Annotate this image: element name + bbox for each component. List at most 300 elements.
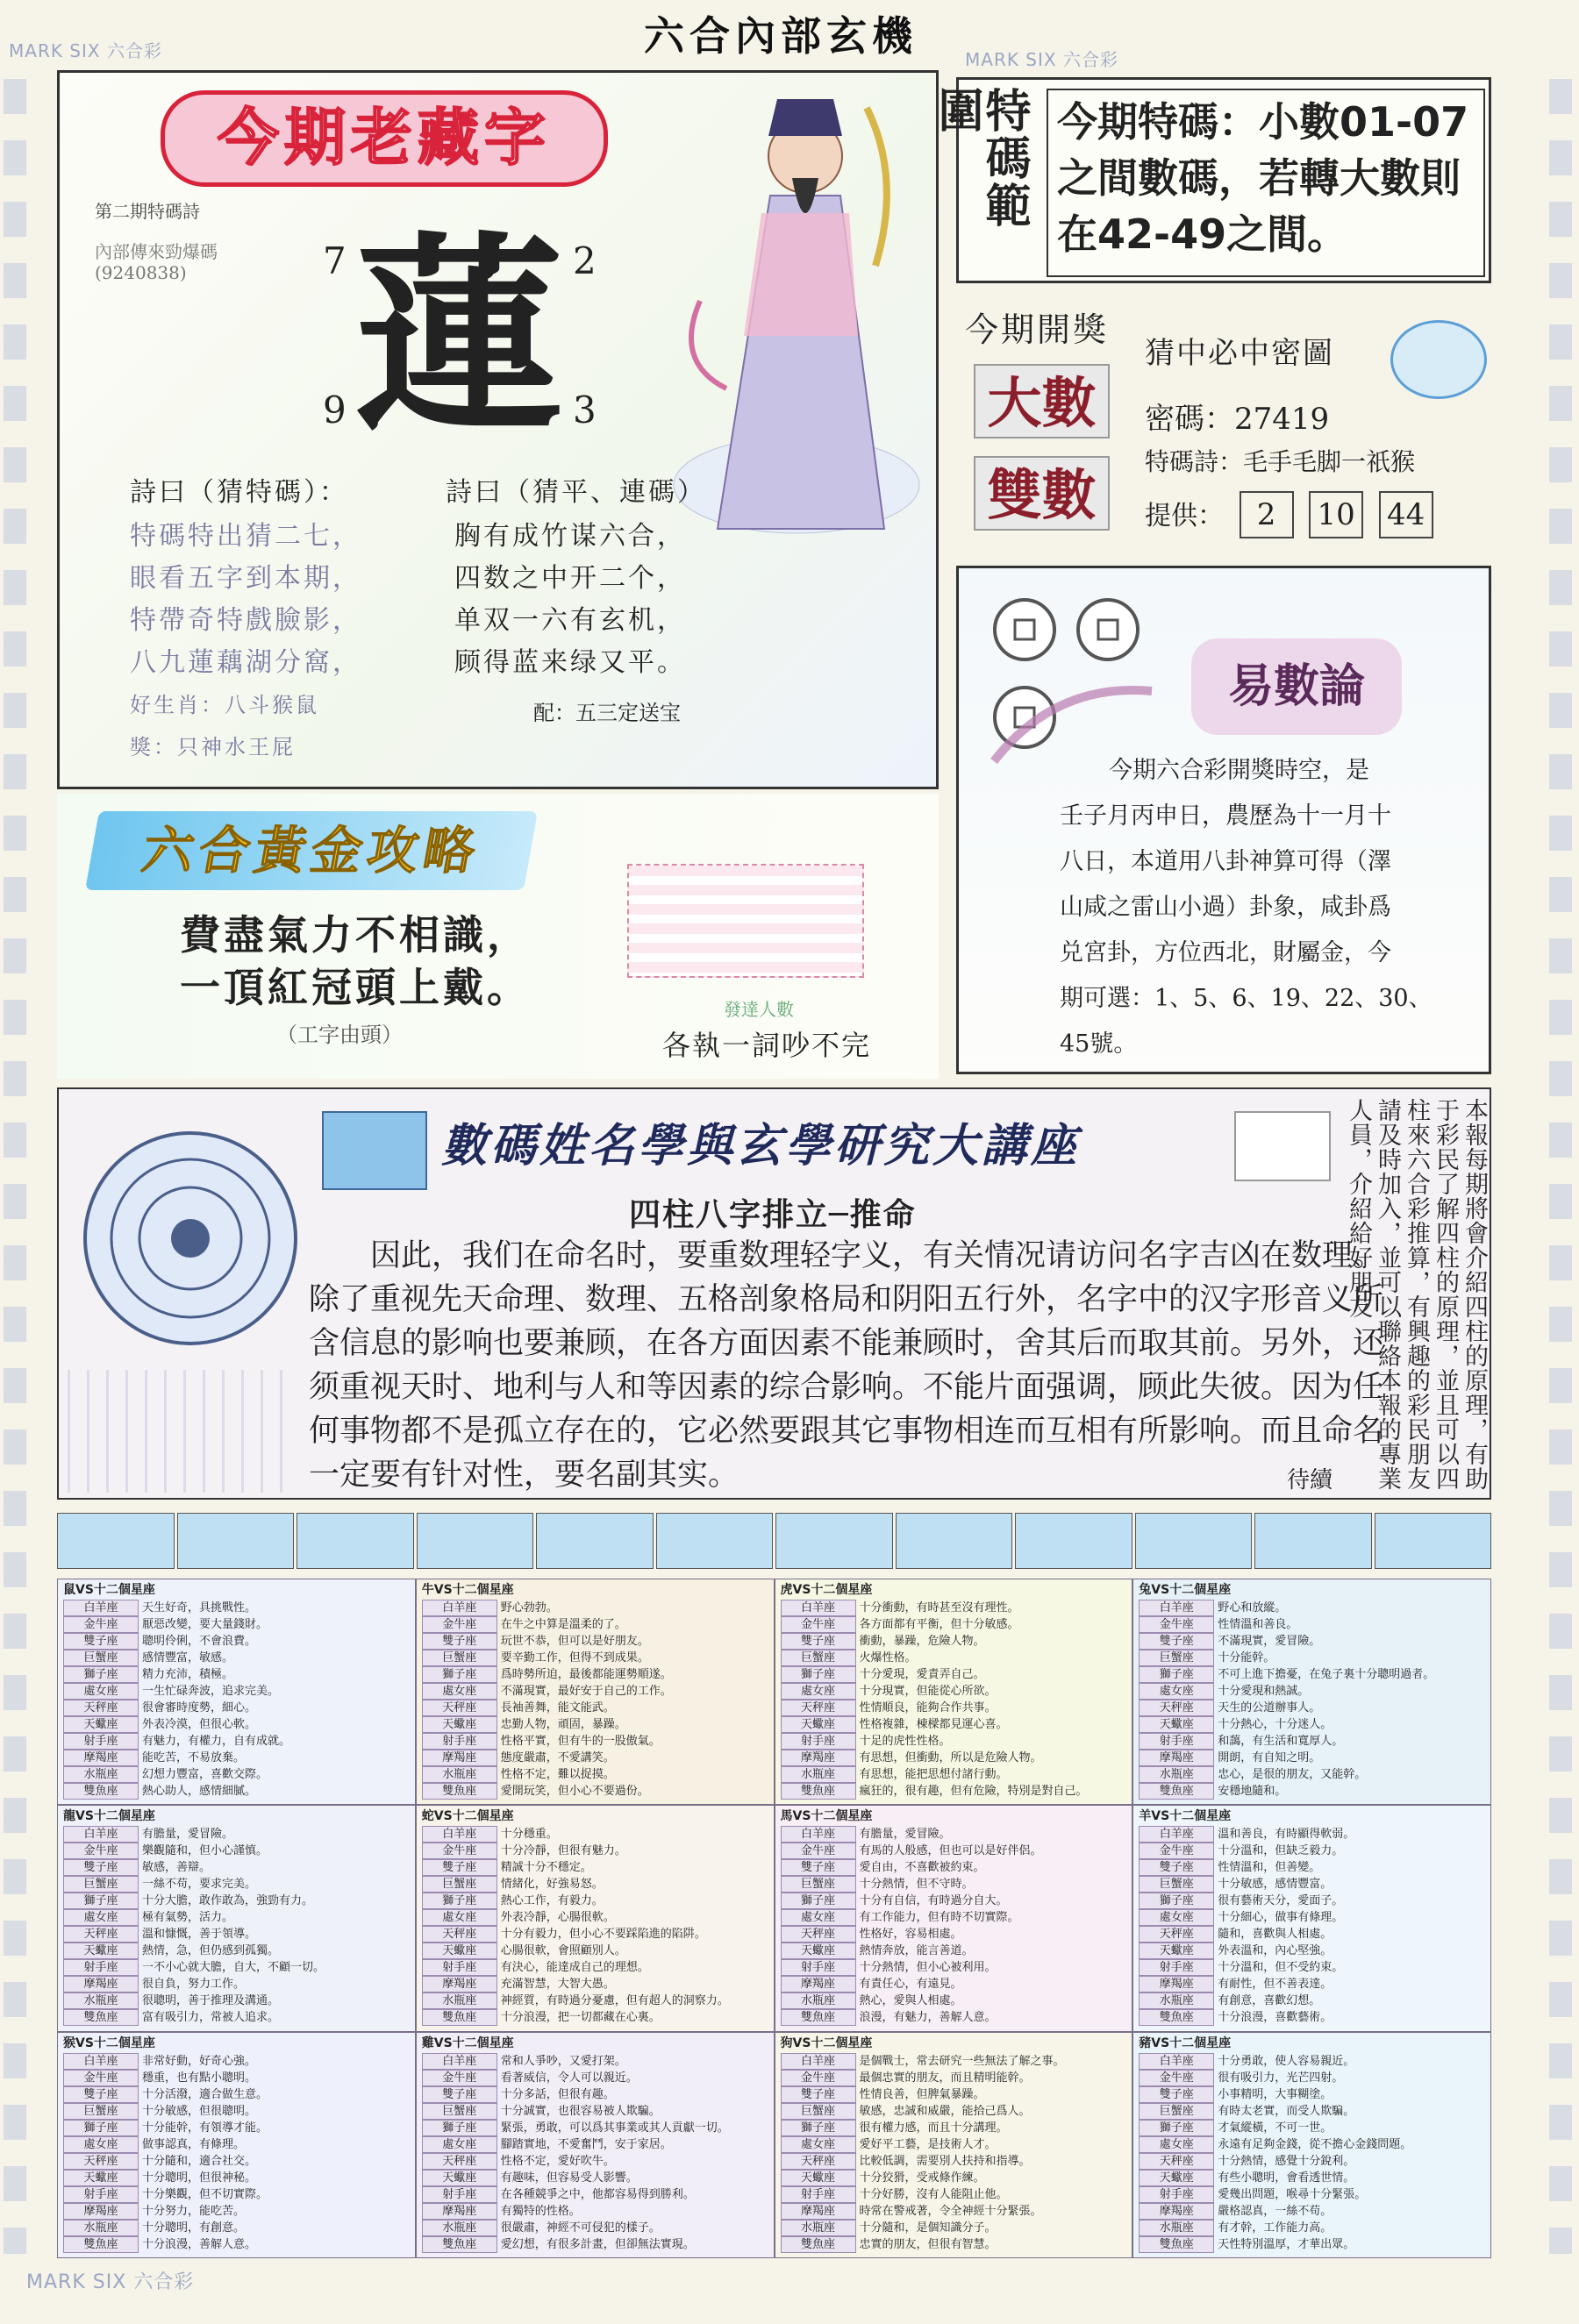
zodiac-sign-label: 巨蟹座 [63, 2103, 139, 2120]
zodiac-row [422, 1959, 768, 1976]
article-continued: 待續 [1287, 1467, 1333, 1493]
lucky-circle [1390, 320, 1487, 399]
zodiac-table-title: 牛VS十二個星座 [421, 1583, 514, 1597]
zodiac-row [422, 1600, 768, 1616]
zodiac-row-text: 情緒化，好強易怒。 [500, 1878, 604, 1892]
zodiac-sign-label: 雙魚座 [422, 2236, 497, 2253]
zodiac-sign-label: 天秤座 [63, 1926, 139, 1943]
zodiac-row-text: 天生的公道辦事人。 [1218, 1701, 1321, 1714]
zodiac-row [781, 1843, 1127, 1859]
zodiac-row-text: 心腸很軟，會照顧別人。 [500, 1944, 626, 1958]
zodiac-row-text: 一生忙碌奔波，追求完美。 [142, 1685, 280, 1698]
zodiac-row-text: 十分活潑，適合做生意。 [142, 2087, 268, 2101]
zodiac-sign-label: 獅子座 [1139, 1666, 1214, 1683]
zodiac-row-text: 十分冷靜，但很有魅力。 [500, 1844, 626, 1858]
draw-panel [956, 294, 1491, 557]
zodiac-row [1139, 1733, 1485, 1750]
zodiac-row-text: 十分敏感，感情豐富。 [1218, 1878, 1333, 1892]
yishu-line: 壬子月丙申日，農歷為十一月十 [1060, 802, 1391, 830]
zodiac-sign-label: 射手座 [63, 2186, 139, 2203]
yishu-line: 今期六合彩開獎時空，是 [1109, 757, 1369, 784]
zodiac-sign-label: 巨蟹座 [1139, 1650, 1214, 1666]
zodiac-sign-label: 摩羯座 [63, 1750, 139, 1766]
sagittarius-icon [1015, 1513, 1132, 1569]
zodiac-sign-label: 巨蟹座 [63, 1650, 139, 1666]
zodiac-row-text: 非常好動，好奇心強。 [142, 2054, 257, 2068]
zodiac-sign-label: 巨蟹座 [781, 1876, 856, 1893]
zodiac-row [1139, 1976, 1485, 1993]
zodiac-sign-label: 水瓶座 [422, 2220, 497, 2236]
zodiac-row-text: 天性特別溫厚，才華出眾。 [1218, 2237, 1355, 2251]
zodiac-row [63, 2136, 410, 2153]
zodiac-sign-label: 摩羯座 [422, 1750, 497, 1766]
zodiac-row [422, 1859, 768, 1876]
zodiac-sign-label: 射手座 [63, 1733, 139, 1750]
zodiac-row [1139, 2103, 1485, 2120]
zodiac-sign-label: 獅子座 [63, 1666, 139, 1683]
zodiac-row-text: 性格複雜，棟樑都見運心喜。 [859, 1718, 1008, 1731]
zodiac-row-text: 浪漫，有魅力，善解人意。 [859, 2011, 997, 2025]
zodiac-row-text: 感情豐富，敏感。 [142, 1651, 234, 1665]
zodiac-row [422, 2070, 768, 2086]
aquarius-icon [1254, 1513, 1372, 1569]
poem-right-title: 詩曰（猜平、連碼） [446, 477, 706, 508]
zodiac-table [775, 1579, 1133, 1805]
zodiac-sign-label: 天蠍座 [781, 1943, 856, 1959]
zodiac-row [63, 1783, 410, 1800]
zodiac-sign-label: 雙魚座 [1139, 2236, 1214, 2253]
zodiac-sign-label: 水瓶座 [63, 1766, 139, 1783]
provide-numbers [1145, 491, 1433, 538]
zodiac-row-text: 極有氣勢，活力。 [142, 1911, 234, 1925]
corner-number-br: 3 [573, 389, 597, 431]
zodiac-sign-label: 白羊座 [781, 1600, 856, 1616]
zodiac-row [63, 2203, 410, 2220]
zodiac-row-text: 熱心，愛與人相處。 [859, 1994, 962, 2008]
zodiac-table [57, 1805, 416, 2031]
zodiac-row [63, 1633, 410, 1650]
zodiac-row-text: 熱情奔放，能言善道。 [859, 1944, 974, 1958]
zodiac-row-text: 很嚴肅，神經不可侵犯的樣子。 [500, 2221, 661, 2235]
yishu-line: 山咸之雷山小過）卦象，咸卦爲 [1060, 894, 1391, 921]
zodiac-row [1139, 2186, 1485, 2203]
zodiac-sign-label: 巨蟹座 [422, 2103, 497, 2120]
zodiac-row [1139, 1716, 1485, 1733]
zodiac-sign-label: 白羊座 [63, 1600, 139, 1616]
zodiac-row [1139, 1893, 1485, 1909]
zodiac-sign-label: 水瓶座 [1139, 2220, 1214, 2236]
zodiac-sign-label: 雙子座 [1139, 2086, 1214, 2103]
poem-left-line: 特碼特出猜二七， [130, 521, 361, 552]
zodiac-sign-label: 摩羯座 [422, 1976, 497, 1993]
zodiac-sign-label: 雙魚座 [781, 2236, 856, 2253]
special-verse [1145, 443, 1415, 478]
zodiac-sign-label: 處女座 [63, 1683, 139, 1700]
zodiac-sign-label: 處女座 [1139, 1909, 1214, 1926]
zodiac-row [1139, 2070, 1485, 2086]
zodiac-sign-label: 天秤座 [1139, 1700, 1214, 1716]
zodiac-row [1139, 1766, 1485, 1783]
zodiac-row [781, 1909, 1127, 1926]
zodiac-row-text: 在各種競爭之中，他都容易得到勝利。 [500, 2187, 695, 2201]
zodiac-row [781, 2070, 1127, 2086]
zodiac-row [781, 2009, 1127, 2026]
zodiac-sign-label: 射手座 [422, 1733, 497, 1750]
ticket-stub [627, 864, 864, 978]
zodiac-sign-label: 射手座 [422, 2186, 497, 2203]
capricorn-icon [1135, 1513, 1253, 1569]
draw-label: 今期開獎 [965, 310, 1110, 349]
zodiac-sign-label: 水瓶座 [63, 2220, 139, 2236]
zodiac-sign-label: 雙子座 [1139, 1633, 1214, 1650]
zodiac-row-text: 溫和善良，有時顯得軟弱。 [1218, 1828, 1355, 1842]
zodiac-sign-label: 獅子座 [422, 2120, 497, 2136]
zodiac-row [1139, 1959, 1485, 1976]
zodiac-sign-label: 獅子座 [781, 1893, 856, 1909]
zodiac-row-text: 十分有自信，有時過分自大。 [859, 1894, 1008, 1908]
zodiac-row-text: 有思想，能把思想付諸行動。 [859, 1768, 1008, 1781]
zodiac-sign-label: 天蠍座 [63, 1716, 139, 1733]
zodiac-sign-label: 水瓶座 [781, 2220, 856, 2236]
yishu-body [1060, 748, 1481, 1067]
zodiac-row-text: 十分熱情，但不守時。 [859, 1878, 974, 1892]
golden-banner: 六合黃金攻略 [85, 811, 538, 890]
corner-number-tr: 2 [573, 239, 597, 282]
yishu-line: 兑宮卦，方位西北，財屬金，今 [1060, 939, 1391, 966]
zodiac-sign-label: 摩羯座 [1139, 1750, 1214, 1766]
yishu-title: 易數論 [1191, 638, 1402, 735]
zodiac-sign-label: 摩羯座 [781, 2203, 856, 2220]
zodiac-row [422, 1733, 768, 1750]
scorpio-icon [896, 1513, 1013, 1569]
article-side-column-left [68, 1370, 287, 1493]
zodiac-sign-label: 雙子座 [63, 2086, 139, 2103]
zodiac-sign-label: 金牛座 [422, 1843, 497, 1859]
zodiac-row [781, 1750, 1127, 1766]
zodiac-row [781, 1943, 1127, 1959]
provide-number: 44 [1379, 491, 1433, 538]
leo-icon [536, 1513, 654, 1569]
zodiac-row-text: 很聰明，善于推理及溝通。 [142, 1994, 280, 2008]
zodiac-table-title: 豬VS十二個星座 [1139, 2035, 1232, 2050]
zodiac-row-text: 有膽量，愛冒險。 [142, 1828, 234, 1842]
zodiac-row-text: 天生好奇，具挑戰性。 [142, 1601, 257, 1615]
zodiac-sign-label: 摩羯座 [781, 1750, 856, 1766]
zodiac-row [63, 2086, 410, 2103]
zodiac-row [422, 1843, 768, 1859]
zodiac-sign-label: 射手座 [781, 2186, 856, 2203]
zodiac-row-text: 玩世不恭，但可以是好朋友。 [500, 1635, 649, 1648]
zodiac-sign-label: 射手座 [63, 1959, 139, 1976]
zodiac-sign-label: 水瓶座 [63, 1993, 139, 2009]
lotus-character: 蓮 [353, 212, 564, 460]
zodiac-row [63, 1666, 410, 1683]
zodiac-sign-label: 天蠍座 [63, 2170, 139, 2186]
zodiac-sign-label: 雙子座 [63, 1859, 139, 1876]
secret-code-value: 27419 [1234, 402, 1330, 437]
zodiac-table-title: 虎VS十二個星座 [780, 1583, 873, 1597]
poem-right-line: 胸有成竹谋六合， [454, 521, 686, 552]
zodiac-row-text: 性情溫和善良。 [1218, 1618, 1298, 1631]
zodiac-row [781, 2120, 1127, 2136]
zodiac-sign-label: 巨蟹座 [1139, 1876, 1214, 1893]
zodiac-row-text: 有創意，喜歡幻想。 [1218, 1994, 1321, 2008]
zodiac-sign-label: 天秤座 [422, 1700, 497, 1716]
zodiac-row-text: 爲時勢所迫，最後都能運勢順遂。 [500, 1668, 672, 1681]
zodiac-sign-label: 天秤座 [422, 2153, 497, 2170]
zodiac-row [781, 1993, 1127, 2009]
zodiac-sign-label: 雙魚座 [781, 1783, 856, 1800]
zodiac-sign-label: 巨蟹座 [781, 1650, 856, 1666]
zodiac-row-text: 十分能幹，有領導才能。 [142, 2121, 268, 2135]
zodiac-row [1139, 1876, 1485, 1893]
zodiac-row [63, 1893, 410, 1909]
zodiac-sign-label: 天蠍座 [422, 1716, 497, 1733]
provide-number: 2 [1240, 491, 1294, 538]
zodiac-row [63, 2220, 410, 2236]
zodiac-row [1139, 2086, 1485, 2103]
zodiac-row [422, 1893, 768, 1909]
secret-code-label: 密碼： [1145, 402, 1234, 437]
zodiac-row-text: 性格不定，愛好吹牛。 [500, 2154, 615, 2168]
zodiac-table-title: 猴VS十二個星座 [63, 2035, 155, 2050]
zodiac-row-text: 小事精明，大事糊塗。 [1218, 2087, 1333, 2101]
zodiac-row [1139, 1650, 1485, 1666]
zodiac-row-text: 不滿現實，愛冒險。 [1218, 1635, 1321, 1648]
zodiac-row [781, 2136, 1127, 2153]
zodiac-sign-label: 雙子座 [781, 2086, 856, 2103]
zodiac-row-text: 十分愛現和熱誠。 [1218, 1685, 1310, 1698]
zodiac-row-text: 一不小心就大膽，自大，不顧一切。 [142, 1961, 325, 1975]
zodiac-table [1132, 2032, 1491, 2258]
zodiac-sign-label: 天蠍座 [422, 2170, 497, 2186]
zodiac-row-text: 外表溫和，內心堅強。 [1218, 1944, 1333, 1958]
zodiac-row [422, 2120, 768, 2136]
zodiac-table [416, 1579, 775, 1805]
zodiac-sign-label: 白羊座 [1139, 1600, 1214, 1616]
zodiac-sign-label: 雙子座 [781, 1859, 856, 1876]
zodiac-row-text: 性情良善，但脾氣暴躁。 [859, 2087, 985, 2101]
zodiac-row [1139, 2203, 1485, 2220]
zodiac-row [422, 1926, 768, 1943]
secret-tagline: 猜中必中密圖 [1145, 336, 1334, 371]
poem-left-line: 眼看五字到本期， [130, 563, 361, 594]
watermark-left-edge [4, 79, 26, 2254]
zodiac-row-text: 十分溫和，但缺乏毅力。 [1218, 1844, 1344, 1858]
zodiac-icon-row [57, 1513, 1491, 1574]
poem-left-title: 詩曰（猜特碼）： [130, 477, 348, 508]
zodiac-row [781, 2186, 1127, 2203]
zodiac-sign-label: 天蠍座 [63, 1943, 139, 1959]
zodiac-row-text: 野心和放縱。 [1218, 1601, 1287, 1615]
zodiac-table [1132, 1805, 1491, 2031]
golden-strategy-panel [57, 794, 939, 1079]
zodiac-sign-label: 巨蟹座 [781, 2103, 856, 2120]
zodiac-sign-label: 射手座 [1139, 1733, 1214, 1750]
zodiac-row [781, 1859, 1127, 1876]
zodiac-row [781, 1826, 1127, 1843]
zodiac-sign-label: 水瓶座 [1139, 1766, 1214, 1783]
zodiac-row [422, 1943, 768, 1959]
zodiac-sign-label: 天蠍座 [422, 1943, 497, 1959]
zodiac-sign-label: 獅子座 [63, 1893, 139, 1909]
zodiac-sign-label: 處女座 [781, 2136, 856, 2153]
zodiac-sign-label: 處女座 [781, 1683, 856, 1700]
fortune-small-label: 發達人數 [724, 999, 794, 1020]
zodiac-table [775, 1805, 1133, 2031]
zodiac-table-title: 龍VS十二個星座 [63, 1809, 155, 1824]
zodiac-sign-label: 摩羯座 [1139, 1976, 1214, 1993]
zodiac-sign-label: 處女座 [1139, 2136, 1214, 2153]
inside-code: (9240838) [95, 262, 187, 283]
poem-right-note: 配：五三定送宝 [533, 701, 681, 725]
zodiac-row [422, 2136, 768, 2153]
zodiac-row [422, 1783, 768, 1800]
zodiac-row [781, 1876, 1127, 1893]
zodiac-sign-label: 天蠍座 [1139, 2170, 1214, 2186]
article-emblem [322, 1111, 427, 1190]
zodiac-row-text: 有決心，能達成自己的理想。 [500, 1961, 649, 1975]
zodiac-row [63, 2153, 410, 2170]
zodiac-row-text: 很會審時度勢，細心。 [142, 1701, 257, 1714]
zodiac-row [781, 1976, 1127, 1993]
zodiac-sign-label: 雙子座 [422, 1633, 497, 1650]
zodiac-row [781, 1733, 1127, 1750]
zodiac-row [63, 1716, 410, 1733]
zodiac-row-text: 和藹，有生活和寬厚人。 [1218, 1735, 1344, 1748]
zodiac-table [416, 2032, 775, 2258]
zodiac-sign-label: 金牛座 [781, 2070, 856, 2086]
zodiac-row-text: 最個忠實的朋友，而且精明能幹。 [859, 2071, 1031, 2085]
zodiac-row-text: 十分聰明，但很神秘。 [142, 2171, 257, 2185]
zodiac-row-text: 十分聰明，有創意。 [142, 2221, 246, 2235]
yishu-line: 45號。 [1060, 1030, 1138, 1058]
zodiac-row-text: 很有藝術天分，愛面子。 [1218, 1894, 1344, 1908]
zodiac-sign-label: 摩羯座 [1139, 2203, 1214, 2220]
zodiac-row [422, 1876, 768, 1893]
zodiac-row-text: 衝動，暴躁，危險人物。 [859, 1635, 985, 1648]
zodiac-row [63, 1616, 410, 1633]
zodiac-sign-label: 雙魚座 [63, 2009, 139, 2026]
zodiac-sign-label: 金牛座 [1139, 2070, 1214, 2086]
zodiac-sign-label: 白羊座 [422, 2053, 497, 2070]
zodiac-row-text: 很自負，努力工作。 [142, 1978, 246, 1992]
zodiac-row [1139, 1666, 1485, 1683]
zodiac-row [63, 2236, 410, 2253]
zodiac-row-text: 愛幻想，有很多計畫，但卻無法實現。 [500, 2237, 695, 2251]
zodiac-row [63, 1993, 410, 2009]
zodiac-row-text: 十足的虎性性格。 [859, 1735, 951, 1748]
special-range-label: 特碼範圍 [930, 87, 1030, 229]
zodiac-row [781, 1600, 1127, 1616]
zodiac-row [63, 2070, 410, 2086]
zodiac-row-text: 火爆性格。 [859, 1651, 917, 1665]
zodiac-row [1139, 1633, 1485, 1650]
zodiac-sign-label: 處女座 [63, 2136, 139, 2153]
poem-left-line: 獎：只神水王屁 [130, 735, 296, 759]
zodiac-sign-label: 巨蟹座 [1139, 2103, 1214, 2120]
zodiac-row [781, 1766, 1127, 1783]
zodiac-row [781, 1666, 1127, 1683]
poem-left-line: 特帶奇特戲臉影， [130, 605, 361, 636]
zodiac-row [63, 1766, 410, 1783]
zodiac-row-text: 十分誠實，也很容易被人欺騙。 [500, 2104, 661, 2118]
zodiac-row-text: 一絲不苟，要求完美。 [142, 1878, 257, 1892]
zodiac-sign-label: 天秤座 [1139, 2153, 1214, 2170]
zodiac-row [781, 1700, 1127, 1716]
special-verse-label: 特碼詩： [1145, 447, 1244, 476]
zodiac-table [416, 1805, 775, 2031]
special-verse-value: 毛手毛脚一祇猴 [1243, 447, 1416, 476]
zodiac-row [422, 1650, 768, 1666]
zodiac-row-text: 十分多話，但很有趣。 [500, 2087, 615, 2101]
zodiac-row [781, 2220, 1127, 2236]
zodiac-row-text: 十分浪漫，喜歡藝術。 [1218, 2011, 1333, 2025]
zodiac-sign-label: 白羊座 [1139, 2053, 1214, 2070]
zodiac-row-text: 有馬的人般感，但也可以是好伴侶。 [859, 1844, 1042, 1858]
zodiac-row [63, 1959, 410, 1976]
zodiac-sign-label: 雙魚座 [1139, 1783, 1214, 1800]
libra-icon [775, 1513, 893, 1569]
zodiac-sign-label: 巨蟹座 [63, 1876, 139, 1893]
zodiac-row [781, 1716, 1127, 1733]
zodiac-row [63, 1600, 410, 1616]
poem-right-line: 顾得蓝来绿又平。 [454, 647, 686, 678]
zodiac-row [422, 2170, 768, 2186]
zodiac-sign-label: 水瓶座 [781, 1766, 856, 1783]
zodiac-table [775, 2032, 1133, 2258]
zodiac-sign-label: 摩羯座 [63, 2203, 139, 2220]
zodiac-table-title: 蛇VS十二個星座 [421, 1809, 514, 1824]
zodiac-row [422, 1750, 768, 1766]
watermark-top-right: MARK SIX 六合彩 [965, 49, 1118, 70]
zodiac-row [781, 1683, 1127, 1700]
golden-line-1: 費盡氣力不相識， [180, 911, 531, 959]
zodiac-row-text: 熱情，急，但仍感到孤獨。 [142, 1944, 280, 1958]
zodiac-row [781, 2236, 1127, 2253]
zodiac-sign-label: 處女座 [422, 1909, 497, 1926]
zodiac-row-text: 聰明伶俐，不會浪費。 [142, 1635, 257, 1648]
special-range-panel [930, 77, 1491, 283]
secret-code [1145, 395, 1329, 438]
zodiac-sign-label: 天秤座 [63, 2153, 139, 2170]
zodiac-row-text: 野心勃勃。 [500, 1601, 558, 1615]
zodiac-row [63, 1750, 410, 1766]
aries-icon [57, 1513, 175, 1569]
article-side-column-right: 本報每期將會介紹四柱的原理，有助于彩民了解四柱的原理，並且可以四柱來六合彩推算，有興趣的彩民朋友請及時加入，並可以聯絡本報的專業人員，介紹給好朋友 [1345, 1098, 1488, 1491]
zodiac-row-text: 愛開玩笑，但小心不要過份。 [500, 1785, 649, 1798]
zodiac-row [422, 1716, 768, 1733]
zodiac-sign-label: 雙魚座 [422, 1783, 497, 1800]
zodiac-sign-label: 金牛座 [63, 2070, 139, 2086]
zodiac-sign-label: 金牛座 [63, 1616, 139, 1633]
article-subtitle: 四柱八字排立─推命 [629, 1197, 917, 1233]
poem-right-line: 四数之中开二个， [454, 563, 686, 594]
zodiac-row-text: 做事認真，有條理。 [142, 2137, 246, 2151]
zodiac-sign-label: 雙魚座 [63, 2236, 139, 2253]
hidden-word-banner: 今期老藏字 [161, 90, 608, 187]
zodiac-row-text: 常和人爭吵，又愛打架。 [500, 2054, 626, 2068]
zodiac-row [781, 2053, 1127, 2070]
compass-image [76, 1124, 304, 1352]
zodiac-row [1139, 2120, 1485, 2136]
zodiac-row-text: 外表冷靜，心腸很軟。 [500, 1911, 615, 1925]
zodiac-row [1139, 1683, 1485, 1700]
zodiac-row [63, 2120, 410, 2136]
zodiac-sign-label: 獅子座 [1139, 2120, 1214, 2136]
zodiac-row [781, 2170, 1127, 2186]
zodiac-row-text: 要辛勤工作，但得不到成果。 [500, 1651, 649, 1665]
